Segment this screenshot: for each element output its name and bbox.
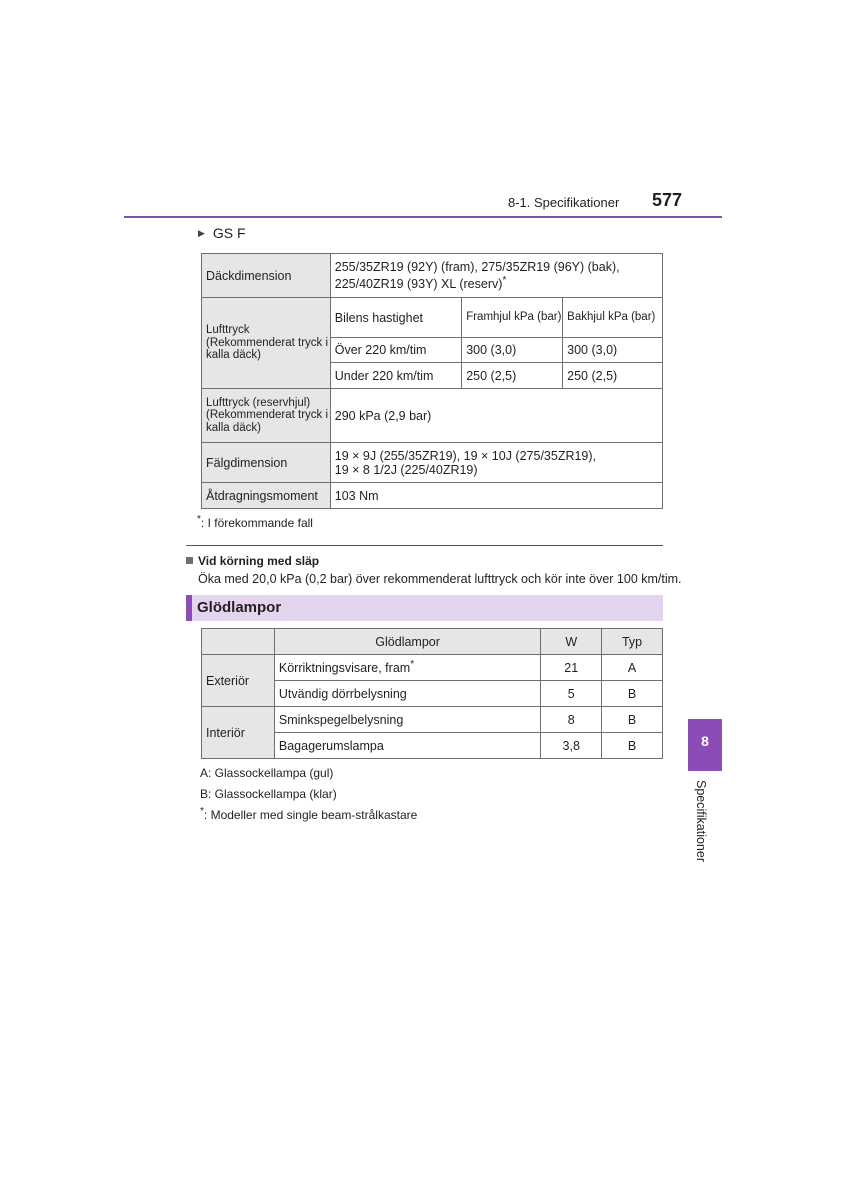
watt-cell: 3,8 bbox=[541, 733, 602, 759]
footnote-mark: * bbox=[200, 806, 204, 817]
type-cell: B bbox=[602, 733, 663, 759]
table-row bbox=[202, 298, 663, 338]
front-pressure-cell: 250 (2,5) bbox=[462, 363, 563, 389]
square-bullet-icon bbox=[186, 557, 193, 564]
note-b: B: Glassockellampa (klar) bbox=[200, 787, 337, 801]
rear-pressure-cell: 300 (3,0) bbox=[563, 338, 663, 363]
note-star bbox=[200, 806, 417, 822]
spare-pressure-value: 290 kPa (2,9 bar) bbox=[330, 389, 662, 443]
rim-size-line-2: 19 × 8 1/2J (225/40ZR19) bbox=[334, 462, 478, 477]
tire-size-line-1: 255/35ZR19 (92Y) (fram), 275/35ZR19 (96Y) (bak), bbox=[334, 259, 620, 274]
chapter-number: 8 bbox=[701, 733, 709, 749]
footnote-mark: * bbox=[410, 659, 415, 671]
section-heading: Glödlampor bbox=[197, 599, 282, 616]
pressure-label: Lufttryck (Rekommenderat tryck i kalla däck) bbox=[202, 298, 331, 389]
trailer-heading bbox=[186, 554, 319, 568]
section-heading-bar bbox=[186, 595, 663, 621]
speed-cell: Över 220 km/tim bbox=[330, 338, 461, 363]
front-column-header: Framhjul kPa (bar) bbox=[462, 298, 563, 338]
divider bbox=[186, 545, 663, 546]
trailer-text: Öka med 20,0 kPa (0,2 bar) över rekommenderat lufttryck och kör inte över 100 km/tim. bbox=[198, 572, 682, 586]
torque-label: Åtdragningsmoment bbox=[202, 483, 331, 509]
tire-footnote bbox=[197, 514, 313, 530]
tire-footnote-text: : I förekommande fall bbox=[200, 516, 313, 530]
header-rule bbox=[124, 216, 722, 218]
watt-cell: 5 bbox=[541, 681, 602, 707]
tire-size-line-2 bbox=[335, 274, 662, 291]
type-cell: B bbox=[602, 707, 663, 733]
section-accent bbox=[186, 595, 192, 621]
note-star-text: : Modeller med single beam-strålkastare bbox=[203, 808, 418, 822]
model-name: GS F bbox=[212, 225, 246, 241]
rim-size-value bbox=[330, 443, 662, 483]
rim-size-label: Fälgdimension bbox=[202, 443, 331, 483]
speed-column-header: Bilens hastighet bbox=[330, 298, 461, 338]
table-header-row bbox=[202, 629, 663, 655]
empty-header-cell bbox=[202, 629, 275, 655]
table-row bbox=[202, 707, 663, 733]
table-row bbox=[202, 389, 663, 443]
exterior-label: Exteriör bbox=[202, 655, 275, 707]
speed-cell: Under 220 km/tim bbox=[330, 363, 461, 389]
type-column-header: Typ bbox=[602, 629, 663, 655]
table-row bbox=[202, 655, 663, 681]
rim-size-line-1: 19 × 9J (255/35ZR19), 19 × 10J (275/35ZR19), bbox=[334, 448, 597, 463]
bulbs-column-header: Glödlampor bbox=[274, 629, 540, 655]
rear-column-header: Bakhjul kPa (bar) bbox=[563, 298, 663, 338]
table-row bbox=[202, 254, 663, 298]
type-cell: B bbox=[602, 681, 663, 707]
model-subheading bbox=[198, 225, 246, 241]
torque-value: 103 Nm bbox=[330, 483, 662, 509]
trailer-heading-text: Vid körning med släp bbox=[198, 554, 320, 568]
front-pressure-cell: 300 (3,0) bbox=[462, 338, 563, 363]
tire-spec-table bbox=[201, 253, 663, 509]
page-number: 577 bbox=[652, 190, 683, 210]
triangle-bullet-icon: ▶ bbox=[198, 228, 205, 238]
spare-pressure-label: Lufttryck (reservhjul) (Rekommenderat tryck i kalla däck) bbox=[202, 389, 331, 443]
tire-size-label: Däckdimension bbox=[202, 254, 331, 298]
bulb-name-cell bbox=[274, 655, 540, 681]
rear-pressure-cell: 250 (2,5) bbox=[563, 363, 663, 389]
table-row bbox=[202, 443, 663, 483]
table-row bbox=[202, 483, 663, 509]
watt-column-header: W bbox=[541, 629, 602, 655]
watt-cell: 8 bbox=[541, 707, 602, 733]
chapter-label: Specifikationer bbox=[694, 780, 708, 862]
type-cell: A bbox=[602, 655, 663, 681]
footnote-mark: * bbox=[502, 274, 507, 286]
tire-size-value bbox=[330, 254, 662, 298]
bulb-name-cell: Bagagerumslampa bbox=[274, 733, 540, 759]
footnote-mark: * bbox=[197, 514, 201, 525]
bulb-table bbox=[201, 628, 663, 759]
tire-size-line-2-text: 225/40ZR19 (93Y) XL (reserv) bbox=[334, 277, 503, 292]
interior-label: Interiör bbox=[202, 707, 275, 759]
section-title: 8-1. Specifikationer bbox=[508, 195, 620, 210]
bulb-name-cell: Utvändig dörrbelysning bbox=[274, 681, 540, 707]
watt-cell: 21 bbox=[541, 655, 602, 681]
bulb-name: Körriktningsvisare, fram bbox=[278, 661, 411, 676]
bulb-name-cell: Sminkspegelbelysning bbox=[274, 707, 540, 733]
chapter-tab bbox=[688, 719, 722, 771]
note-a: A: Glassockellampa (gul) bbox=[200, 766, 334, 780]
